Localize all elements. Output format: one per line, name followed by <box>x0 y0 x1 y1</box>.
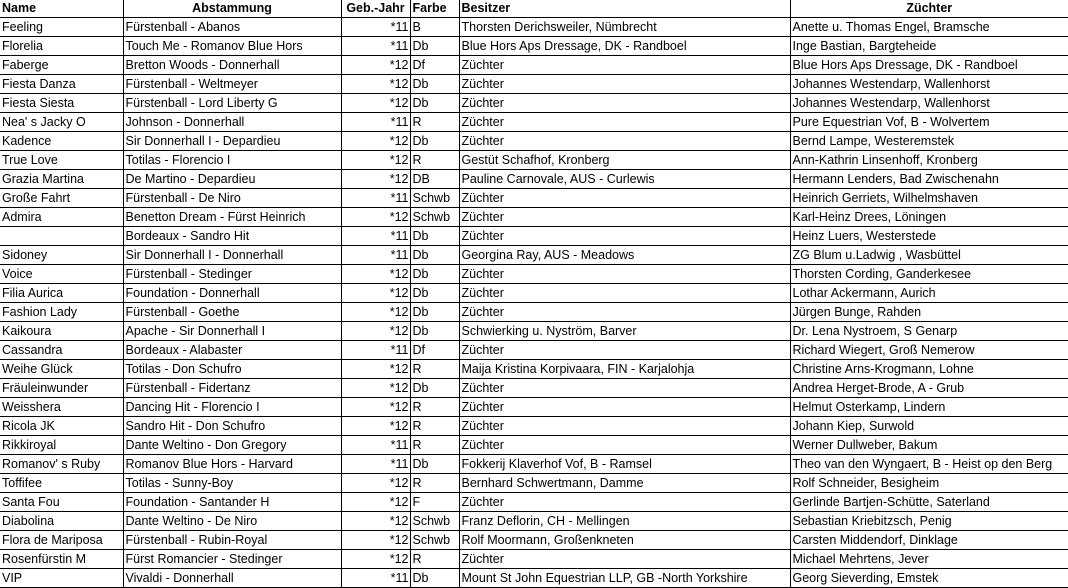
cell-besitzer: Züchter <box>459 75 790 94</box>
cell-farbe: Schwb <box>410 208 459 227</box>
cell-geb-jahr: *11 <box>341 246 410 265</box>
table-row <box>0 208 1068 227</box>
cell-besitzer: Züchter <box>459 113 790 132</box>
cell-zuechter: Thorsten Cording, Ganderkesee <box>790 265 1068 284</box>
table-row <box>0 151 1068 170</box>
table-row <box>0 436 1068 455</box>
header-name: Name <box>0 0 123 18</box>
table-row <box>0 37 1068 56</box>
cell-geb-jahr: *11 <box>341 341 410 360</box>
cell-name: Weihe Glück <box>0 360 123 379</box>
cell-abstammung: Dancing Hit - Florencio I <box>123 398 341 417</box>
cell-farbe: R <box>410 474 459 493</box>
table-row <box>0 417 1068 436</box>
table-row <box>0 569 1068 588</box>
table-row <box>0 455 1068 474</box>
cell-besitzer: Züchter <box>459 341 790 360</box>
cell-zuechter: Ann-Kathrin Linsenhoff, Kronberg <box>790 151 1068 170</box>
cell-name: Diabolina <box>0 512 123 531</box>
cell-abstammung: Touch Me - Romanov Blue Hors <box>123 37 341 56</box>
cell-abstammung: Bretton Woods - Donnerhall <box>123 56 341 75</box>
table-row <box>0 18 1068 37</box>
cell-geb-jahr: *11 <box>341 569 410 588</box>
cell-geb-jahr: *12 <box>341 550 410 569</box>
cell-geb-jahr: *12 <box>341 75 410 94</box>
cell-besitzer: Mount St John Equestrian LLP, GB -North Yorkshire <box>459 569 790 588</box>
table-row <box>0 360 1068 379</box>
cell-geb-jahr: *12 <box>341 170 410 189</box>
cell-abstammung: Fürstenball - Weltmeyer <box>123 75 341 94</box>
cell-farbe: Db <box>410 455 459 474</box>
cell-zuechter: Andrea Herget-Brode, A - Grub <box>790 379 1068 398</box>
cell-zuechter: Blue Hors Aps Dressage, DK - Randboel <box>790 56 1068 75</box>
table-row <box>0 341 1068 360</box>
cell-farbe: R <box>410 360 459 379</box>
cell-besitzer: Rolf Moormann, Großenkneten <box>459 531 790 550</box>
cell-farbe: Db <box>410 322 459 341</box>
cell-geb-jahr: *12 <box>341 56 410 75</box>
cell-name: Flora de Mariposa <box>0 531 123 550</box>
cell-name: Kaikoura <box>0 322 123 341</box>
cell-farbe: Db <box>410 75 459 94</box>
cell-geb-jahr: *12 <box>341 322 410 341</box>
cell-farbe: Schwb <box>410 512 459 531</box>
cell-farbe: Db <box>410 284 459 303</box>
cell-farbe: R <box>410 436 459 455</box>
cell-farbe: Schwb <box>410 531 459 550</box>
cell-besitzer: Züchter <box>459 284 790 303</box>
cell-besitzer: Maija Kristina Korpivaara, FIN - Karjalohja <box>459 360 790 379</box>
cell-abstammung: Fürst Romancier - Stedinger <box>123 550 341 569</box>
cell-geb-jahr: *12 <box>341 512 410 531</box>
header-row <box>0 0 1068 18</box>
cell-besitzer: Züchter <box>459 265 790 284</box>
cell-farbe: Db <box>410 379 459 398</box>
cell-besitzer: Züchter <box>459 417 790 436</box>
table-row <box>0 550 1068 569</box>
table-row <box>0 474 1068 493</box>
cell-farbe: F <box>410 493 459 512</box>
cell-geb-jahr: *12 <box>341 531 410 550</box>
cell-zuechter: Michael Mehrtens, Jever <box>790 550 1068 569</box>
cell-name: Faberge <box>0 56 123 75</box>
cell-name: VIP <box>0 569 123 588</box>
cell-name: Filia Aurica <box>0 284 123 303</box>
cell-zuechter: Werner Dullweber, Bakum <box>790 436 1068 455</box>
cell-farbe: R <box>410 113 459 132</box>
table-row <box>0 170 1068 189</box>
cell-zuechter: Hermann Lenders, Bad Zwischenahn <box>790 170 1068 189</box>
cell-abstammung: Sandro Hit - Don Schufro <box>123 417 341 436</box>
cell-farbe: Db <box>410 303 459 322</box>
table-header <box>0 0 1068 18</box>
cell-zuechter: Theo van den Wyngaert, B - Heist op den Berg <box>790 455 1068 474</box>
cell-name: Kadence <box>0 132 123 151</box>
cell-zuechter: Heinrich Gerriets, Wilhelmshaven <box>790 189 1068 208</box>
cell-zuechter: Helmut Osterkamp, Lindern <box>790 398 1068 417</box>
table-row <box>0 189 1068 208</box>
table-row <box>0 303 1068 322</box>
cell-zuechter: Johann Kiep, Surwold <box>790 417 1068 436</box>
cell-abstammung: Totilas - Sunny-Boy <box>123 474 341 493</box>
cell-zuechter: Carsten Middendorf, Dinklage <box>790 531 1068 550</box>
cell-farbe: Db <box>410 132 459 151</box>
cell-zuechter: Georg Sieverding, Emstek <box>790 569 1068 588</box>
cell-geb-jahr: *11 <box>341 189 410 208</box>
cell-besitzer: Züchter <box>459 189 790 208</box>
cell-zuechter: Pure Equestrian Vof, B - Wolvertem <box>790 113 1068 132</box>
cell-abstammung: Fürstenball - Goethe <box>123 303 341 322</box>
cell-name: Nea' s Jacky O <box>0 113 123 132</box>
cell-besitzer: Thorsten Derichsweiler, Nümbrecht <box>459 18 790 37</box>
cell-besitzer: Züchter <box>459 550 790 569</box>
table-row <box>0 265 1068 284</box>
cell-abstammung: Sir Donnerhall I - Depardieu <box>123 132 341 151</box>
cell-zuechter: Sebastian Kriebitzsch, Penig <box>790 512 1068 531</box>
cell-besitzer: Züchter <box>459 208 790 227</box>
cell-name: Grazia Martina <box>0 170 123 189</box>
cell-besitzer: Franz Deflorin, CH - Mellingen <box>459 512 790 531</box>
cell-besitzer: Züchter <box>459 398 790 417</box>
cell-farbe: Db <box>410 94 459 113</box>
cell-geb-jahr: *12 <box>341 379 410 398</box>
cell-farbe: B <box>410 18 459 37</box>
cell-besitzer: Züchter <box>459 379 790 398</box>
cell-geb-jahr: *11 <box>341 18 410 37</box>
cell-abstammung: Fürstenball - Stedinger <box>123 265 341 284</box>
cell-besitzer: Fokkerij Klaverhof Vof, B - Ramsel <box>459 455 790 474</box>
cell-besitzer: Pauline Carnovale, AUS - Curlewis <box>459 170 790 189</box>
table-row <box>0 322 1068 341</box>
cell-abstammung: Fürstenball - Rubin-Royal <box>123 531 341 550</box>
cell-abstammung: Dante Weltino - Don Gregory <box>123 436 341 455</box>
cell-zuechter: Heinz Luers, Westerstede <box>790 227 1068 246</box>
cell-zuechter: Lothar Ackermann, Aurich <box>790 284 1068 303</box>
table-row <box>0 284 1068 303</box>
header-abstammung: Abstammung <box>123 0 341 18</box>
cell-name: Rosenfürstin M <box>0 550 123 569</box>
table-row <box>0 227 1068 246</box>
cell-geb-jahr: *12 <box>341 132 410 151</box>
table-row <box>0 493 1068 512</box>
cell-zuechter: ZG Blum u.Ladwig , Wasbüttel <box>790 246 1068 265</box>
cell-farbe: R <box>410 151 459 170</box>
cell-farbe: Schwb <box>410 189 459 208</box>
cell-name: Fiesta Danza <box>0 75 123 94</box>
cell-zuechter: Dr. Lena Nystroem, S Genarp <box>790 322 1068 341</box>
cell-geb-jahr: *12 <box>341 398 410 417</box>
cell-zuechter: Johannes Westendarp, Wallenhorst <box>790 75 1068 94</box>
cell-geb-jahr: *11 <box>341 436 410 455</box>
cell-abstammung: Totilas - Florencio I <box>123 151 341 170</box>
table-row <box>0 56 1068 75</box>
cell-besitzer: Züchter <box>459 132 790 151</box>
cell-zuechter: Johannes Westendarp, Wallenhorst <box>790 94 1068 113</box>
cell-zuechter: Richard Wiegert, Groß Nemerow <box>790 341 1068 360</box>
cell-geb-jahr: *11 <box>341 227 410 246</box>
table-row <box>0 75 1068 94</box>
cell-zuechter: Gerlinde Bartjen-Schütte, Saterland <box>790 493 1068 512</box>
cell-name: Admira <box>0 208 123 227</box>
cell-besitzer: Züchter <box>459 303 790 322</box>
cell-geb-jahr: *12 <box>341 94 410 113</box>
cell-farbe: R <box>410 398 459 417</box>
header-zuechter: Züchter <box>790 0 1068 18</box>
header-geb-jahr: Geb.-Jahr <box>341 0 410 18</box>
cell-name: Cassandra <box>0 341 123 360</box>
cell-zuechter: Bernd Lampe, Westeremstek <box>790 132 1068 151</box>
cell-name: Feeling <box>0 18 123 37</box>
cell-name: Weisshera <box>0 398 123 417</box>
cell-farbe: Db <box>410 246 459 265</box>
cell-zuechter: Inge Bastian, Bargteheide <box>790 37 1068 56</box>
cell-name: Fräuleinwunder <box>0 379 123 398</box>
cell-geb-jahr: *12 <box>341 474 410 493</box>
cell-abstammung: Romanov Blue Hors - Harvard <box>123 455 341 474</box>
header-besitzer: Besitzer <box>459 0 790 18</box>
cell-name: Rikkiroyal <box>0 436 123 455</box>
header-farbe: Farbe <box>410 0 459 18</box>
table-row <box>0 398 1068 417</box>
cell-farbe: Df <box>410 56 459 75</box>
cell-geb-jahr: *12 <box>341 284 410 303</box>
cell-abstammung: Benetton Dream - Fürst Heinrich <box>123 208 341 227</box>
cell-name: Santa Fou <box>0 493 123 512</box>
cell-zuechter: Christine Arns-Krogmann, Lohne <box>790 360 1068 379</box>
cell-farbe: DB <box>410 170 459 189</box>
cell-abstammung: Fürstenball - Fidertanz <box>123 379 341 398</box>
cell-name: Fiesta Siesta <box>0 94 123 113</box>
cell-zuechter: Anette u. Thomas Engel, Bramsche <box>790 18 1068 37</box>
cell-name: Sidoney <box>0 246 123 265</box>
cell-abstammung: Fürstenball - Lord Liberty G <box>123 94 341 113</box>
cell-name <box>0 227 123 246</box>
cell-besitzer: Gestüt Schafhof, Kronberg <box>459 151 790 170</box>
cell-besitzer: Züchter <box>459 56 790 75</box>
table-row <box>0 512 1068 531</box>
table-row <box>0 531 1068 550</box>
cell-geb-jahr: *12 <box>341 265 410 284</box>
table-row <box>0 132 1068 151</box>
cell-zuechter: Jürgen Bunge, Rahden <box>790 303 1068 322</box>
cell-farbe: Db <box>410 265 459 284</box>
cell-farbe: R <box>410 417 459 436</box>
cell-farbe: R <box>410 550 459 569</box>
cell-geb-jahr: *12 <box>341 360 410 379</box>
table-row <box>0 113 1068 132</box>
cell-geb-jahr: *12 <box>341 208 410 227</box>
cell-name: Fashion Lady <box>0 303 123 322</box>
cell-geb-jahr: *12 <box>341 417 410 436</box>
cell-besitzer: Schwierking u. Nyström, Barver <box>459 322 790 341</box>
cell-abstammung: Dante Weltino - De Niro <box>123 512 341 531</box>
table-body <box>0 18 1068 588</box>
table-row <box>0 94 1068 113</box>
cell-name: Toffifee <box>0 474 123 493</box>
cell-besitzer: Züchter <box>459 493 790 512</box>
cell-abstammung: Totilas - Don Schufro <box>123 360 341 379</box>
cell-besitzer: Georgina Ray, AUS - Meadows <box>459 246 790 265</box>
cell-besitzer: Blue Hors Aps Dressage, DK - Randboel <box>459 37 790 56</box>
cell-besitzer: Züchter <box>459 94 790 113</box>
cell-besitzer: Züchter <box>459 436 790 455</box>
cell-name: Romanov' s Ruby <box>0 455 123 474</box>
cell-besitzer: Bernhard Schwertmann, Damme <box>459 474 790 493</box>
cell-geb-jahr: *11 <box>341 455 410 474</box>
cell-name: Ricola JK <box>0 417 123 436</box>
table-row <box>0 246 1068 265</box>
cell-name: Florelia <box>0 37 123 56</box>
cell-abstammung: Fürstenball - De Niro <box>123 189 341 208</box>
cell-abstammung: Bordeaux - Alabaster <box>123 341 341 360</box>
cell-zuechter: Rolf Schneider, Besigheim <box>790 474 1068 493</box>
cell-abstammung: Apache - Sir Donnerhall I <box>123 322 341 341</box>
cell-name: Große Fahrt <box>0 189 123 208</box>
cell-abstammung: Bordeaux - Sandro Hit <box>123 227 341 246</box>
cell-zuechter: Karl-Heinz Drees, Löningen <box>790 208 1068 227</box>
cell-name: True Love <box>0 151 123 170</box>
cell-geb-jahr: *11 <box>341 37 410 56</box>
cell-abstammung: Johnson - Donnerhall <box>123 113 341 132</box>
cell-geb-jahr: *12 <box>341 493 410 512</box>
cell-name: Voice <box>0 265 123 284</box>
cell-abstammung: Fürstenball - Abanos <box>123 18 341 37</box>
cell-farbe: Db <box>410 569 459 588</box>
cell-farbe: Db <box>410 227 459 246</box>
cell-besitzer: Züchter <box>459 227 790 246</box>
cell-farbe: Df <box>410 341 459 360</box>
table-row <box>0 379 1068 398</box>
cell-farbe: Db <box>410 37 459 56</box>
cell-abstammung: De Martino - Depardieu <box>123 170 341 189</box>
cell-abstammung: Sir Donnerhall I - Donnerhall <box>123 246 341 265</box>
cell-geb-jahr: *11 <box>341 113 410 132</box>
cell-geb-jahr: *12 <box>341 303 410 322</box>
cell-abstammung: Foundation - Santander H <box>123 493 341 512</box>
cell-geb-jahr: *12 <box>341 151 410 170</box>
cell-abstammung: Vivaldi - Donnerhall <box>123 569 341 588</box>
cell-abstammung: Foundation - Donnerhall <box>123 284 341 303</box>
